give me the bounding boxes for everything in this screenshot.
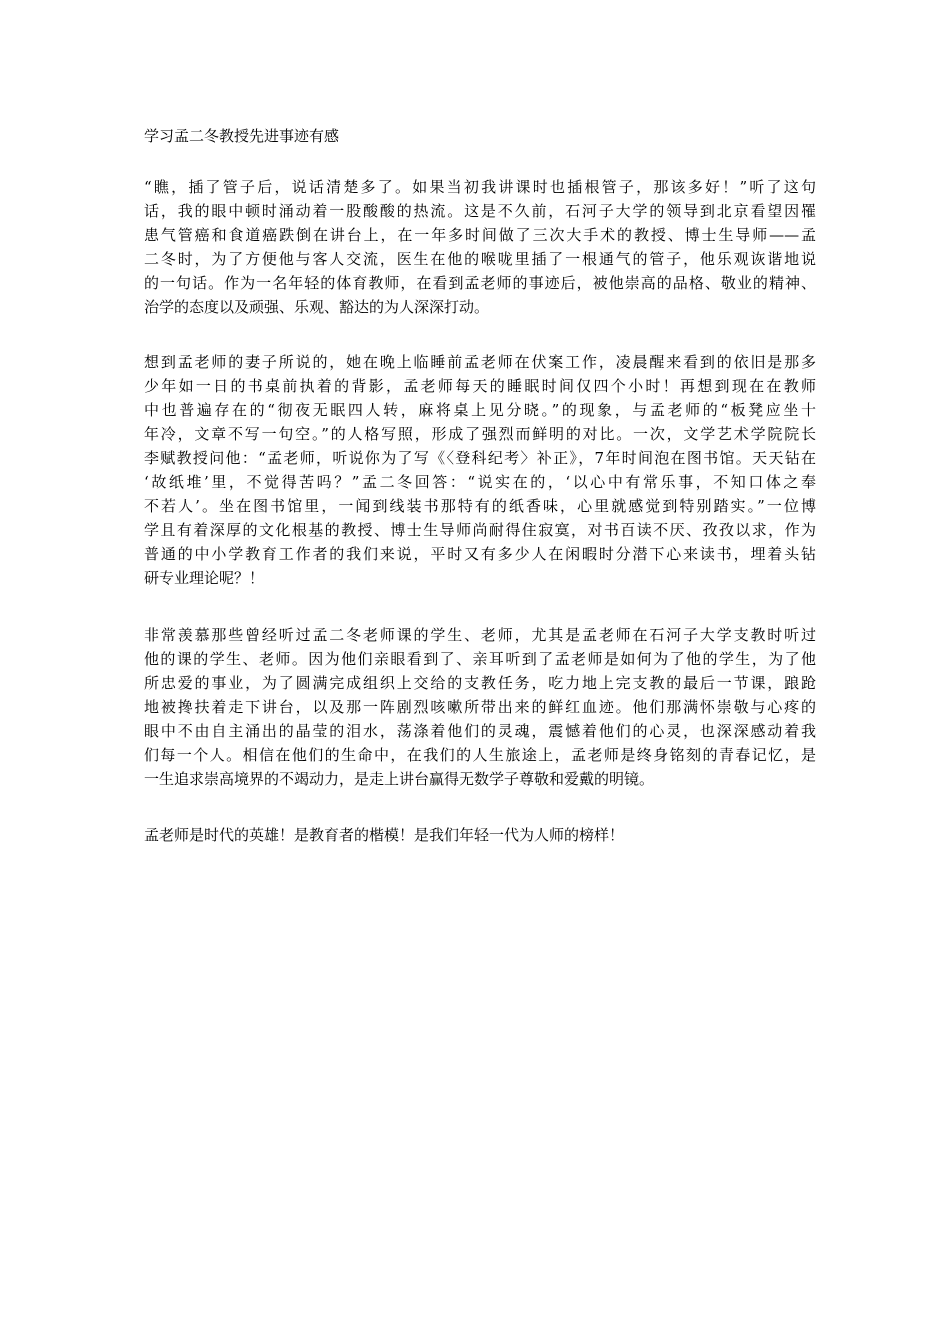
text-line: 普通的中小学教育工作者的我们来说，平时又有多少人在闲暇时分潜下心来读书，埋着头钻 [144,545,816,563]
text-line: 治学的态度以及顽强、乐观、豁达的为人深深打动。 [144,298,490,316]
text-line: 二冬时，为了方便他与客人交流，医生在他的喉咙里插了一根通气的管子，他乐观诙谐地说 [144,250,816,268]
text-line: 话，我的眼中顿时涌动着一股酸酸的热流。这是不久前，石河子大学的领导到北京看望因罹 [144,202,816,220]
text-line: 少年如一日的书桌前执着的背影，孟老师每天的睡眠时间仅四个小时！再想到现在在教师 [144,377,816,395]
text-line: 他的课的学生、老师。因为他们亲眼看到了、亲耳听到了孟老师是如何为了他的学生，为了他 [144,650,816,668]
text-line: 一生追求崇高境界的不竭动力，是走上讲台赢得无数学子尊敬和爱戴的明镜。 [144,770,655,788]
paragraph-3 [144,623,816,791]
text-line: 想到孟老师的妻子所说的，她在晚上临睡前孟老师在伏案工作，凌晨醒来看到的依旧是那多 [144,353,816,371]
paragraph-1 [144,175,816,319]
paragraph-2 [144,350,816,590]
text-line: 学且有着深厚的文化根基的教授、博士生导师尚耐得住寂寞，对书百读不厌、孜孜以求，作为 [144,521,816,539]
text-line: 眼中不由自主涌出的晶莹的泪水，荡涤着他们的灵魂，震憾着他们的心灵，也深深感动着我 [144,722,816,740]
text-line: 地被搀扶着走下讲台，以及那一阵剧烈咳嗽所带出来的鲜红血迹。他们那满怀崇敬与心疼的 [144,698,816,716]
text-line: 中也普遍存在的“彻夜无眠四人转，麻将桌上见分晓。”的现象，与孟老师的“板凳应坐十 [144,401,816,419]
text-line: 非常羡慕那些曾经听过孟二冬老师课的学生、老师，尤其是孟老师在石河子大学支教时听过 [144,626,816,644]
text-line: 所忠爱的事业，为了圆满完成组织上交给的支教任务，吃力地上完支教的最后一节课，踉跄 [144,674,816,692]
text-line: “瞧，插了管子后，说话清楚多了。如果当初我讲课时也插根管子，那该多好！”听了这句 [144,178,816,196]
text-line: 研专业理论呢？！ [144,569,265,587]
text-line: 李赋教授问他：“孟老师，听说你为了写《〈登科纪考〉补正》，7年时间泡在图书馆。天天钻在 [144,449,816,467]
text-line: ‘故纸堆’里，不觉得苦吗？”孟二冬回答：“说实在的，‘以心中有常乐事，不知口体之奉 [144,473,816,491]
paragraph-4 [144,823,816,847]
document-title: 学习孟二冬教授先进事迹有感 [144,127,340,145]
text-line: 孟老师是时代的英雄！是教育者的楷模！是我们年轻一代为人师的榜样！ [144,826,625,844]
text-line: 不若人’。坐在图书馆里，一闻到线装书那特有的纸香味，心里就感觉到特别踏实。”一位博 [144,497,816,515]
text-line: 患气管癌和食道癌跌倒在讲台上，在一年多时间做了三次大手术的教授、博士生导师——孟 [144,226,816,244]
text-line: 们每一个人。相信在他们的生命中，在我们的人生旅途上，孟老师是终身铭刻的青春记忆，是 [144,746,816,764]
text-line: 年冷，文章不写一句空。”的人格写照，形成了强烈而鲜明的对比。一次，文学艺术学院院长 [144,425,816,443]
text-line: 的一句话。作为一名年轻的体育教师，在看到孟老师的事迹后，被他崇高的品格、敬业的精神、 [144,274,816,292]
